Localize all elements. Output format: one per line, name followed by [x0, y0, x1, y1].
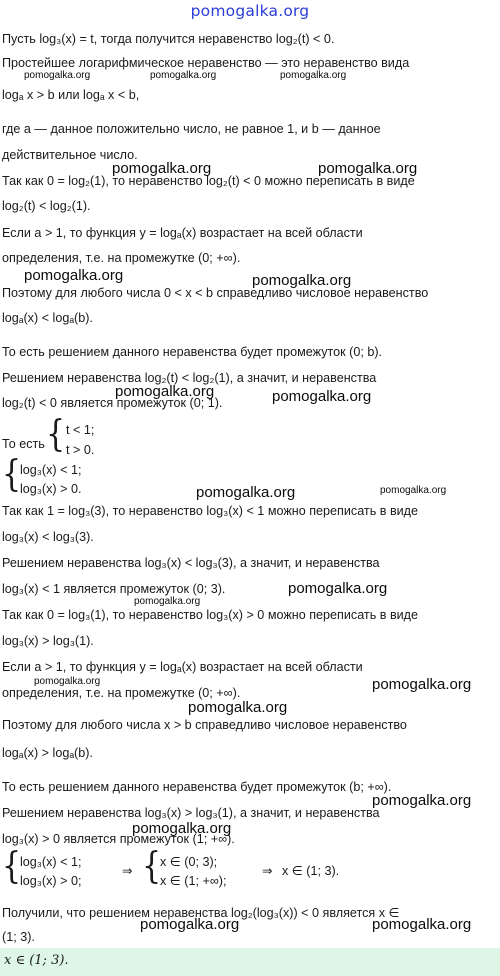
watermark: pomogalka.org — [132, 820, 232, 837]
text-line: log₃(x) < log₃(3). — [2, 530, 94, 544]
text-line: Так как 1 = log₃(3), то неравенство log₃(x) < 1 можно переписать в виде — [2, 504, 419, 518]
implies-arrow: ⇒ — [122, 864, 133, 878]
watermark: pomogalka.org — [150, 70, 217, 81]
system-row: t < 1; — [66, 423, 95, 437]
text-line: logₐ(x) > logₐ(b). — [2, 746, 93, 760]
text-line: Пусть log₃(x) = t, тогда получится неравенство log₂(t) < 0. — [2, 32, 335, 46]
watermark: pomogalka.org — [140, 916, 240, 933]
watermark: pomogalka.org — [372, 792, 472, 809]
text-line: определения, т.е. на промежутке (0; +∞). — [2, 686, 241, 700]
text-line: То есть решением данного неравенства будет промежуток (0; b). — [2, 345, 383, 359]
text-line: log₃(x) > log₃(1). — [2, 634, 94, 648]
text-line: log₃(x) < 1 является промежуток (0; 3). — [2, 582, 226, 596]
watermark: pomogalka.org — [252, 272, 352, 289]
watermark: pomogalka.org — [272, 388, 372, 405]
system-row: x ∈ (1; +∞); — [160, 874, 227, 888]
text-line: определения, т.е. на промежутке (0; +∞). — [2, 251, 241, 265]
site-header-logo[interactable]: pomogalka.org — [190, 2, 310, 20]
watermark: pomogalka.org — [196, 484, 296, 501]
text-line: log₃(x) > 0 является промежуток (1; +∞). — [2, 832, 235, 846]
text-line: действительное число. — [2, 148, 138, 162]
left-brace-icon: { — [142, 845, 162, 888]
system-row: log₃(x) > 0; — [20, 874, 82, 888]
watermark: pomogalka.org — [34, 676, 101, 687]
watermark: pomogalka.org — [112, 160, 212, 177]
system-row: log₃(x) < 1; — [20, 855, 82, 869]
text-line: Поэтому для любого числа x > b справедливо числовое неравенство — [2, 718, 407, 732]
watermark: pomogalka.org — [24, 70, 91, 81]
system-result: x ∈ (1; 3). — [282, 864, 340, 878]
system-prefix: То есть — [2, 437, 45, 451]
left-brace-icon: { — [46, 413, 66, 456]
watermark: pomogalka.org — [188, 699, 288, 716]
watermark: pomogalka.org — [318, 160, 418, 177]
implies-arrow: ⇒ — [262, 864, 273, 878]
text-line: То есть решением данного неравенства будет промежуток (b; +∞). — [2, 780, 392, 794]
text-line: Получили, что решением неравенства log₂(log₃(x)) < 0 является x ∈ — [2, 906, 400, 920]
system-row: t > 0. — [66, 443, 95, 457]
text-line: (1; 3). — [2, 930, 35, 944]
text-line: Так как 0 = log₃(1), то неравенство log₃(x) > 0 можно переписать в виде — [2, 608, 419, 622]
text-line: logₐ(x) < logₐ(b). — [2, 311, 93, 325]
left-brace-icon: { — [2, 453, 22, 496]
text-line: Решением неравенства log₂(t) < log₂(1), а значит, и неравенства — [2, 371, 377, 385]
watermark: pomogalka.org — [24, 267, 124, 284]
watermark: pomogalka.org — [372, 916, 472, 933]
system-row: log₃(x) > 0. — [20, 482, 82, 496]
watermark: pomogalka.org — [134, 596, 201, 607]
watermark: pomogalka.org — [115, 383, 215, 400]
text-line: Решением неравенства log₃(x) < log₃(3), а значит, и неравенства — [2, 556, 380, 570]
system-row: x ∈ (0; 3); — [160, 855, 218, 869]
system-row: log₃(x) < 1; — [20, 463, 82, 477]
text-line: Так как 0 = log₂(1), то неравенство log₂(t) < 0 можно переписать в виде — [2, 174, 415, 188]
watermark: pomogalka.org — [372, 676, 472, 693]
answer-text: x ∈ (1; 3). — [4, 953, 69, 968]
text-line: Если a > 1, то функция y = logₐ(x) возрастает на всей области — [2, 226, 363, 240]
text-line: log₂(t) < log₂(1). — [2, 199, 91, 213]
answer-box — [0, 948, 500, 976]
text-line: где a — данное положительно число, не равное 1, и b — данное — [2, 122, 381, 136]
watermark: pomogalka.org — [288, 580, 388, 597]
watermark: pomogalka.org — [380, 485, 447, 496]
text-line: Простейшее логарифмическое неравенство — это неравенство вида — [2, 56, 410, 70]
text-line: Поэтому для любого числа 0 < x < b справедливо числовое неравенство — [2, 286, 429, 300]
text-line: logₐ x > b или logₐ x < b, — [2, 88, 140, 102]
text-line: Решением неравенства log₃(x) > log₃(1), а значит, и неравенства — [2, 806, 380, 820]
text-line: Если a > 1, то функция y = logₐ(x) возрастает на всей области — [2, 660, 363, 674]
watermark: pomogalka.org — [280, 70, 347, 81]
text-line: log₂(t) < 0 является промежуток (0; 1). — [2, 396, 223, 410]
left-brace-icon: { — [2, 845, 22, 888]
